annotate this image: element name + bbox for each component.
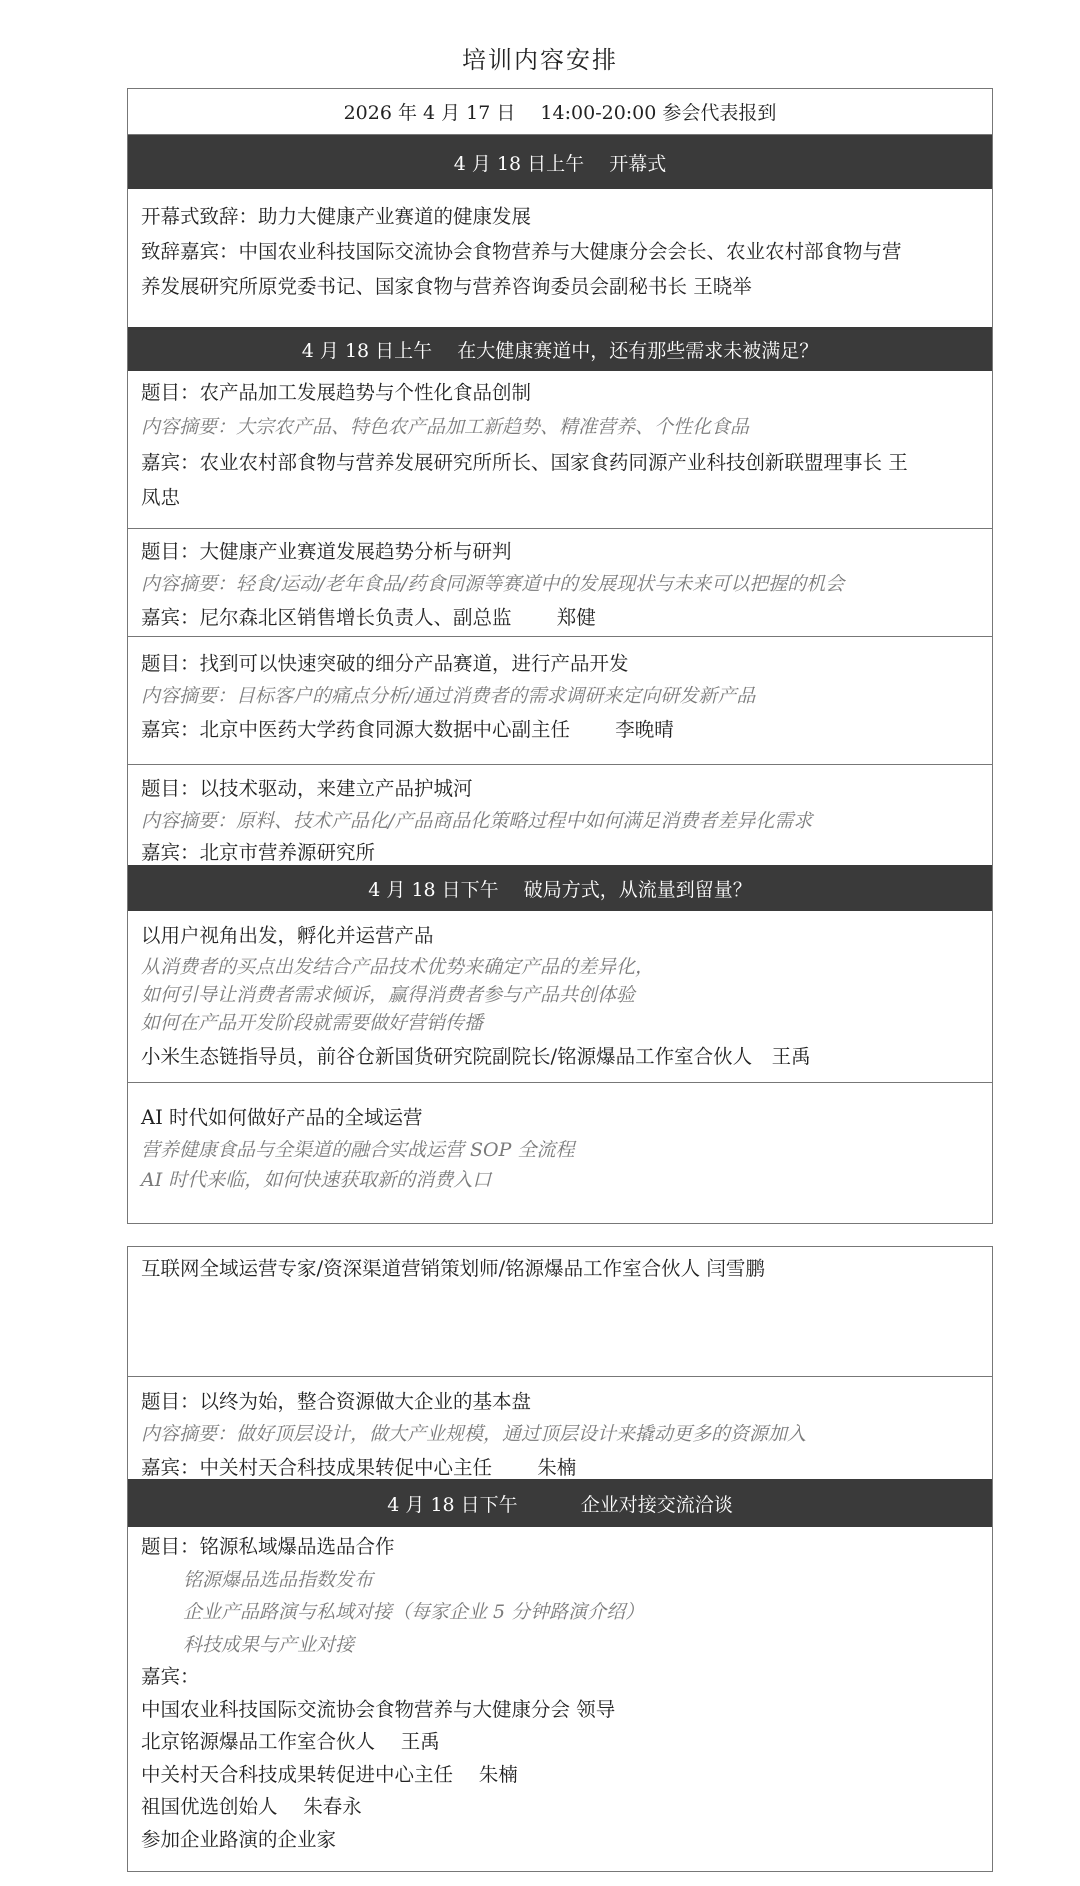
topic-row: [128, 529, 992, 637]
topic-guest: 嘉宾：尼尔森北区销售增长负责人、副总监 郑健: [141, 606, 596, 629]
agenda-item: 铭源爆品选品指数发布: [183, 1568, 374, 1591]
guest-item: 北京铭源爆品工作室合伙人 王禹: [141, 1730, 440, 1753]
topic-title: 题目：以终为始，整合资源做大企业的基本盘: [141, 1390, 532, 1413]
topic-title: AI 时代如何做好产品的全域运营: [141, 1106, 423, 1129]
topic-guest: 小米生态链指导员，前谷仓新国货研究院副院长/铭源爆品工作室合伙人 王禹: [141, 1045, 811, 1068]
topic-summary-line: 从消费者的买点出发结合产品技术优势来确定产品的差异化，: [141, 956, 655, 978]
topic-guest: 嘉宾：农业农村部食物与营养发展研究所所长、国家食药同源产业科技创新联盟理事长 王: [141, 451, 908, 474]
topic-guest: 凤忠: [141, 486, 181, 509]
topic-row: [128, 1083, 992, 1223]
topic-summary-line: AI 时代来临，如何快速获取新的消费入口: [141, 1169, 492, 1191]
topic-summary: 内容摘要：大宗农产品、特色农产品加工新趋势、精准营养、个性化食品: [141, 416, 750, 438]
topic-title: 题目：大健康产业赛道发展趋势分析与研判: [141, 540, 512, 563]
topic-title: 题目：找到可以快速突破的细分产品赛道，进行产品开发: [141, 652, 629, 675]
topic-summary: 内容摘要：轻食/运动/老年食品/药食同源等赛道中的发展现状与未来可以把握的机会: [141, 573, 845, 595]
topic-guest: 嘉宾：北京中医药大学药食同源大数据中心副主任 李晚晴: [141, 718, 674, 741]
topic-summary: 内容摘要：目标客户的痛点分析/通过消费者的需求调研来定向研发新产品: [141, 685, 756, 707]
section-bar-label: 4 月 18 日下午 企业对接交流洽谈: [387, 1493, 733, 1516]
topic-guest: 嘉宾：北京市营养源研究所: [141, 841, 376, 864]
section-bar-label: 4 月 18 日上午 开幕式: [453, 152, 667, 175]
topic-title: 以用户视角出发，孵化并运营产品: [141, 924, 434, 947]
section-bar-morning: [128, 327, 992, 371]
guest-item: 祖国优选创始人 朱春永: [141, 1795, 362, 1818]
guest-item: 中国农业科技国际交流协会食物营养与大健康分会 领导: [141, 1697, 616, 1721]
topic-guest: 嘉宾：中关村天合科技成果转促中心主任 朱楠: [141, 1456, 577, 1479]
topic-summary-line: 如何引导让消费者需求倾诉，赢得消费者参与产品共创体验: [141, 984, 636, 1006]
registration-text: 2026 年 4 月 17 日 14:00-20:00 参会代表报到: [343, 102, 777, 124]
topic-row: [128, 1377, 992, 1479]
topic-guest-row: [128, 1247, 992, 1377]
topic-summary: 内容摘要：原料、技术产品化/产品商品化策略过程中如何满足消费者差异化需求: [141, 810, 813, 832]
topic-title: 题目：铭源私域爆品选品合作: [141, 1535, 395, 1558]
agenda-item: 科技成果与产业对接: [183, 1633, 355, 1656]
page-title: 培训内容安排: [462, 46, 618, 74]
topic-row: [128, 911, 992, 1083]
topic-row: [128, 637, 992, 765]
topic-row: [128, 371, 992, 529]
topic-row: [128, 1527, 992, 1871]
section-bar-label: 4 月 18 日上午 在大健康赛道中，还有那些需求未被满足？: [301, 339, 819, 362]
opening-title: 开幕式致辞：助力大健康产业赛道的健康发展: [141, 205, 532, 228]
opening-guest-line: 养发展研究所原党委书记、国家食物与营养咨询委员会副秘书长 王晓举: [141, 275, 752, 298]
topic-title: 题目：以技术驱动，来建立产品护城河: [141, 777, 473, 800]
section-bar-opening: [128, 135, 992, 189]
section-bar-exchange: [128, 1479, 992, 1527]
topic-row: [128, 765, 992, 865]
topic-title: 题目：农产品加工发展趋势与个性化食品创制: [141, 381, 532, 404]
agenda-item: 企业产品路演与私域对接（每家企业 5 分钟路演介绍）: [183, 1601, 645, 1623]
section-bar-afternoon: [128, 865, 992, 911]
schedule-table-continued: [127, 1246, 993, 1872]
topic-summary-line: 营养健康食品与全渠道的融合实战运营 SOP 全流程: [141, 1139, 575, 1161]
opening-guest-line: 致辞嘉宾：中国农业科技国际交流协会食物营养与大健康分会会长、农业农村部食物与营: [141, 240, 902, 263]
topic-summary: 内容摘要：做好顶层设计，做大产业规模，通过顶层设计来撬动更多的资源加入: [141, 1423, 807, 1445]
topic-summary-line: 如何在产品开发阶段就需要做好营销传播: [141, 1012, 484, 1034]
schedule-table: [127, 88, 993, 1224]
guest-item: 中关村天合科技成果转促进中心主任 朱楠: [141, 1762, 518, 1786]
guest-label: 嘉宾：: [141, 1665, 200, 1688]
guest-item: 参加企业路演的企业家: [141, 1827, 337, 1851]
topic-guest: 互联网全域运营专家/资深渠道营销策划师/铭源爆品工作室合伙人 闫雪鹏: [141, 1257, 765, 1280]
registration-row: [128, 89, 992, 135]
section-bar-label: 4 月 18 日下午 破局方式，从流量到留量？: [368, 878, 752, 901]
